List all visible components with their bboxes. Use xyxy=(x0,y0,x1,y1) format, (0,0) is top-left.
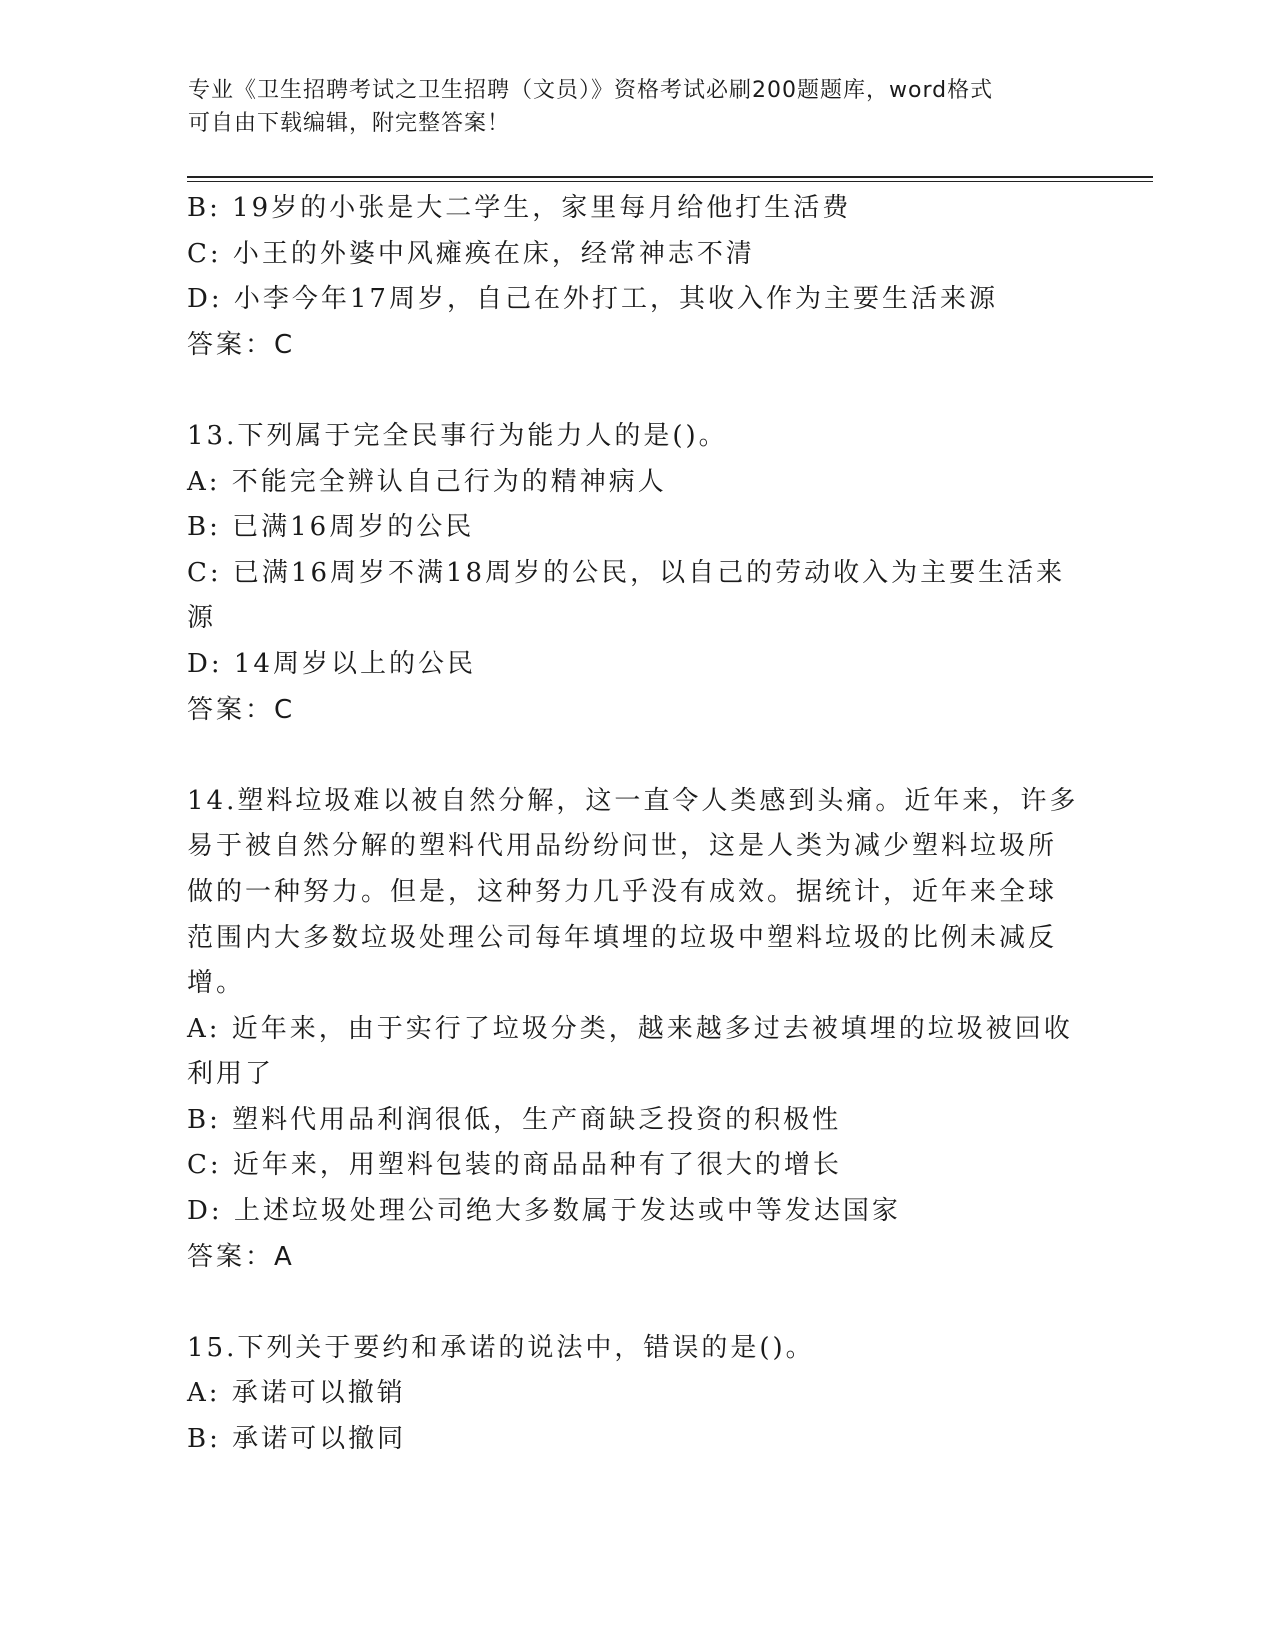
document-header xyxy=(188,74,1068,140)
q14-stem-cont: 范围内大多数垃圾处理公司每年填埋的垃圾中塑料垃圾的比例未减反 xyxy=(187,922,1058,953)
q13-option-a: A: 不能完全辨认自己行为的精神病人 xyxy=(187,466,667,497)
q14-option-c: C: 近年来，用塑料包装的商品品种有了很大的增长 xyxy=(187,1150,842,1181)
q13-option-b: B: 已满16周岁的公民 xyxy=(187,512,475,543)
q14-stem-cont: 增。 xyxy=(187,968,246,999)
header-rule-thick xyxy=(187,176,1153,178)
spacer xyxy=(187,733,1087,779)
q15-stem: 15.下列关于要约和承诺的说法中，错误的是()。 xyxy=(187,1332,815,1363)
q15-option-a: A: 承诺可以撤销 xyxy=(187,1378,406,1409)
question-content xyxy=(187,186,1087,1463)
spacer xyxy=(187,1280,1087,1326)
q12-option-c: C: 小王的外婆中风瘫痪在床，经常神志不清 xyxy=(187,238,755,269)
q12-option-d: D: 小李今年17周岁，自己在外打工，其收入作为主要生活来源 xyxy=(187,284,998,315)
q13-stem: 13.下列属于完全民事行为能力人的是()。 xyxy=(187,420,728,451)
q13-option-d: D: 14周岁以上的公民 xyxy=(187,648,476,679)
q13-answer: 答案：C xyxy=(187,694,296,725)
q14-stem: 14.塑料垃圾难以被自然分解，这一直令人类感到头痛。近年来，许多 xyxy=(187,785,1079,816)
q13-option-c: C: 已满16周岁不满18周岁的公民，以自己的劳动收入为主要生活来 xyxy=(187,557,1066,588)
q15-option-b: B: 承诺可以撤同 xyxy=(187,1424,407,1455)
q14-answer: 答案：A xyxy=(187,1241,295,1272)
header-line-2: 可自由下载编辑，附完整答案！ xyxy=(188,111,511,136)
q14-option-b: B: 塑料代用品利润很低，生产商缺乏投资的积极性 xyxy=(187,1104,842,1135)
q12-option-b: B: 19岁的小张是大二学生，家里每月给他打生活费 xyxy=(187,193,852,223)
spacer xyxy=(187,368,1087,414)
header-rule-thin xyxy=(187,181,1153,182)
q14-stem-cont: 做的一种努力。但是，这种努力几乎没有成效。据统计，近年来全球 xyxy=(187,876,1058,907)
q14-option-a-cont: 利用了 xyxy=(187,1059,275,1090)
q12-answer: 答案：C xyxy=(187,329,296,360)
header-line-1: 专业《卫生招聘考试之卫生招聘（文员）》资格考试必刷200题题库，word格式 xyxy=(188,78,994,103)
q14-stem-cont: 易于被自然分解的塑料代用品纷纷问世，这是人类为减少塑料垃圾所 xyxy=(187,831,1058,862)
q13-option-c-cont: 源 xyxy=(187,603,217,634)
q14-option-d: D: 上述垃圾处理公司绝大多数属于发达或中等发达国家 xyxy=(187,1196,901,1227)
q14-option-a: A: 近年来，由于实行了垃圾分类，越来越多过去被填埋的垃圾被回收 xyxy=(187,1013,1073,1044)
